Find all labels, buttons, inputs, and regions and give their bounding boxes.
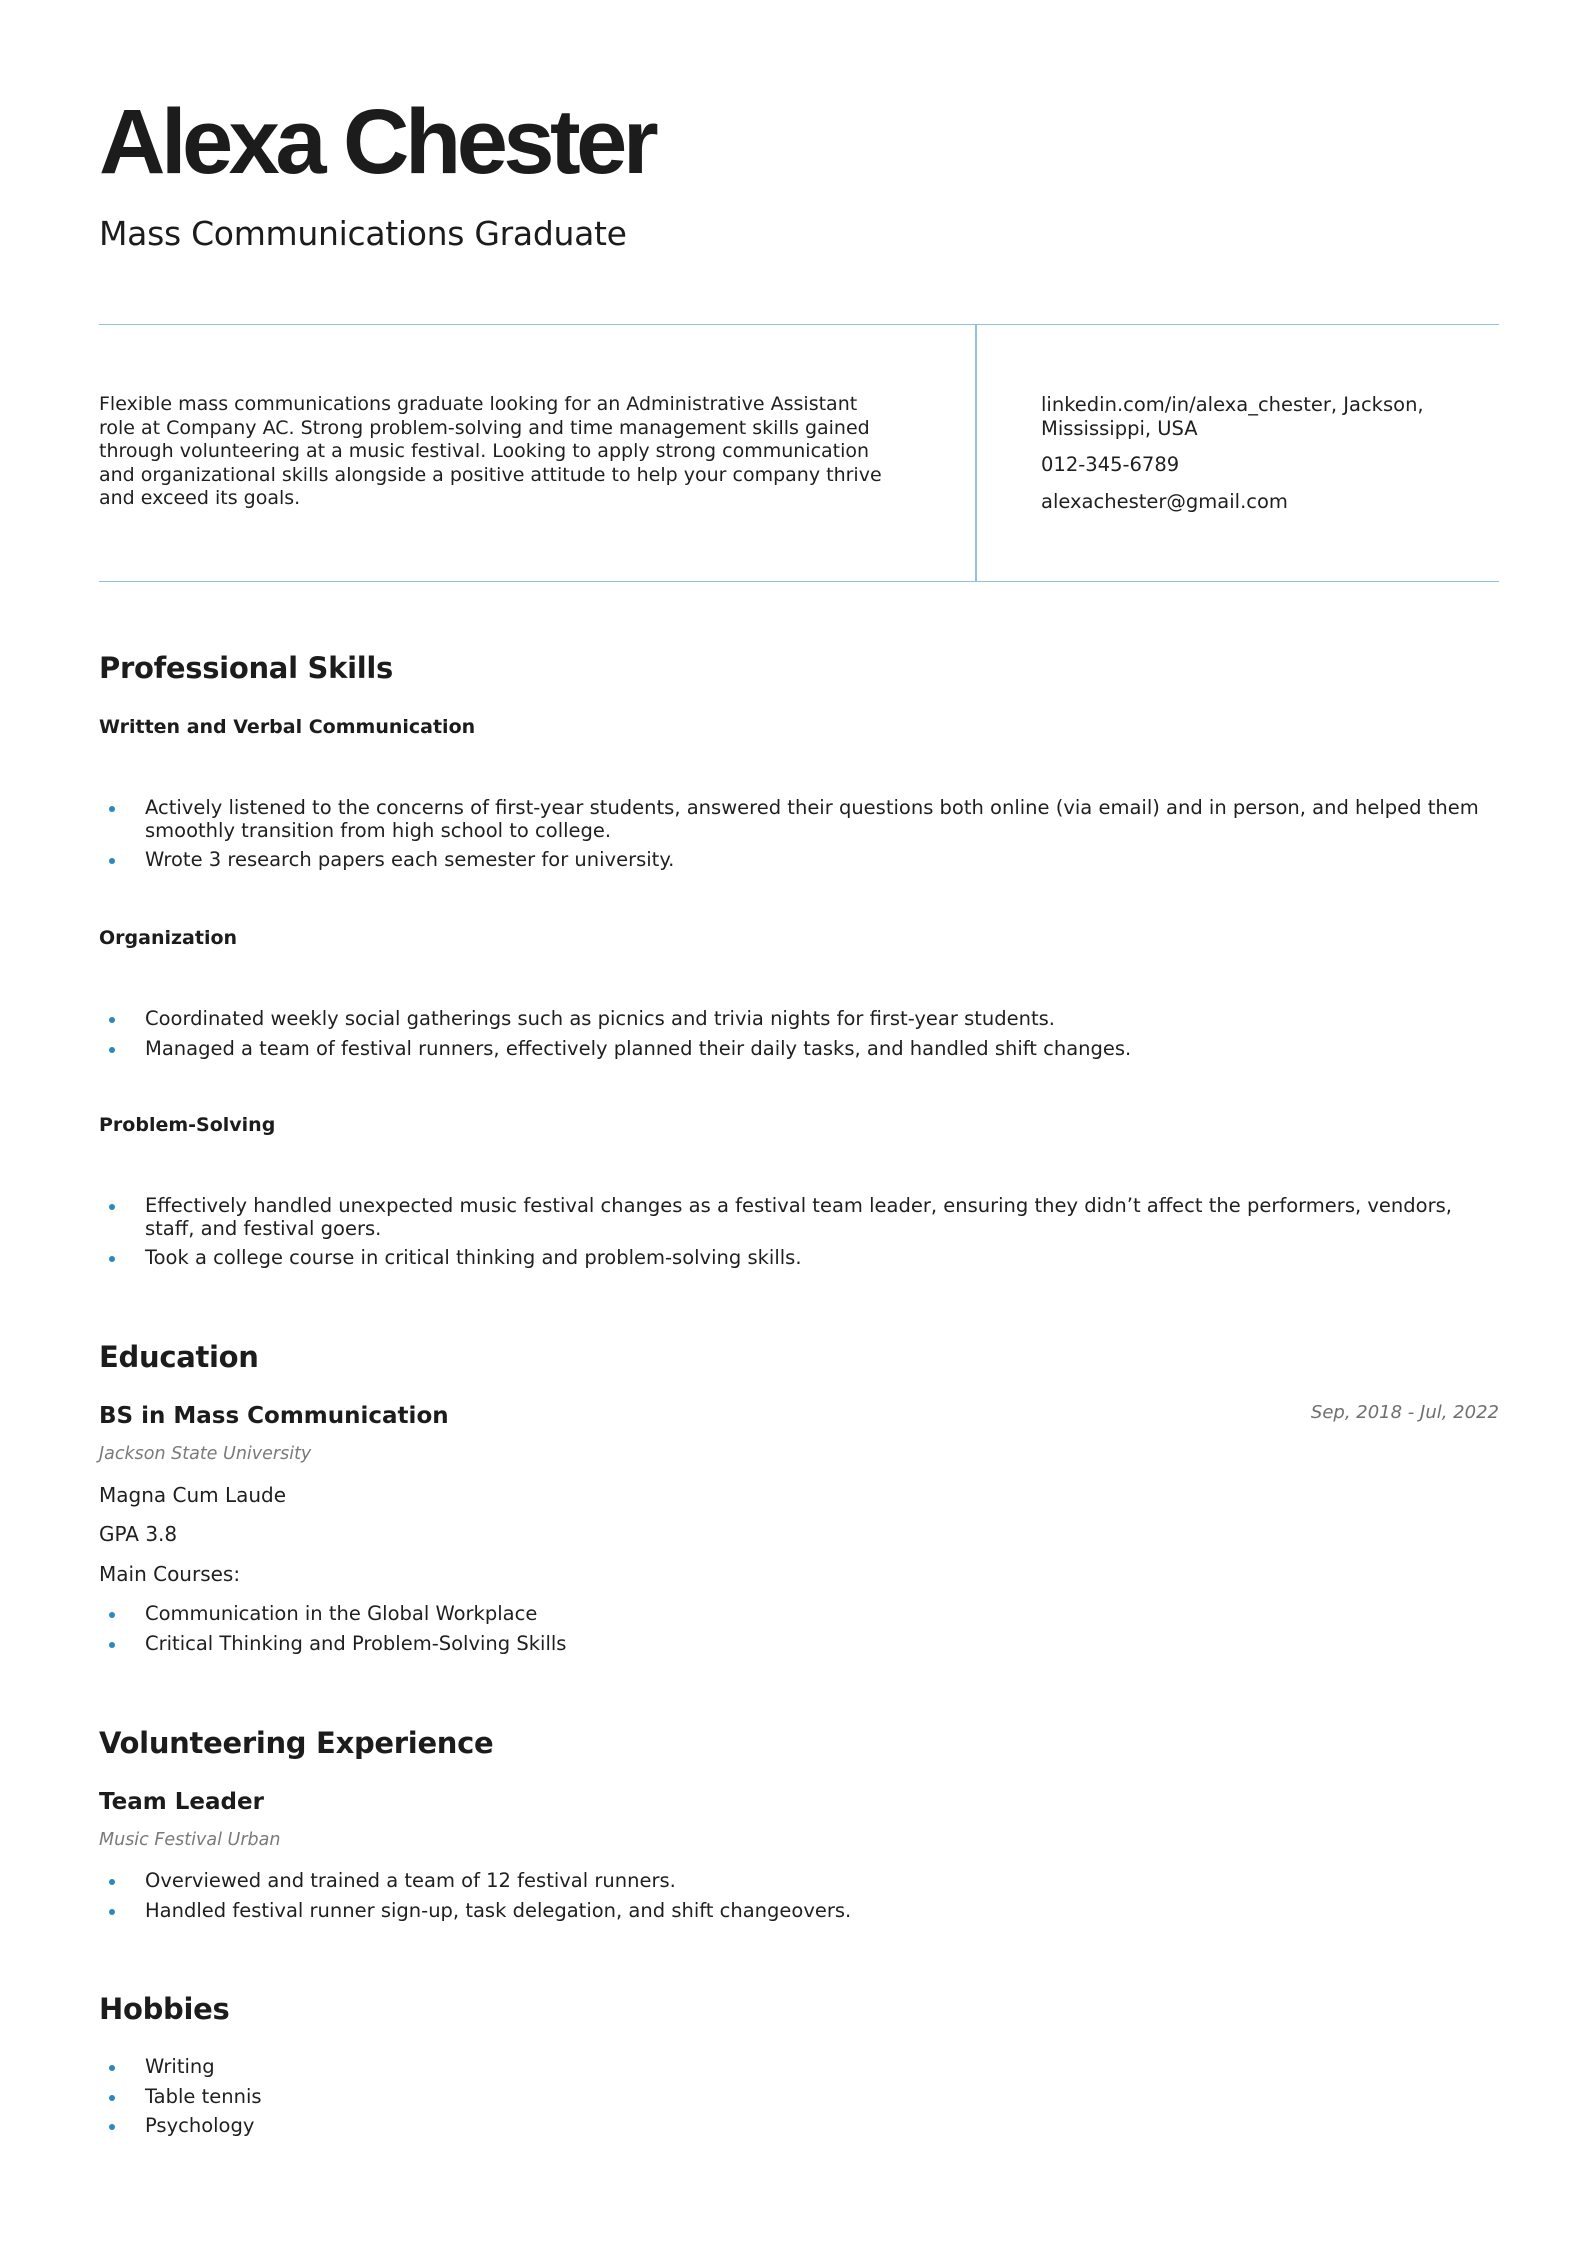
list-item: Coordinated weekly social gatherings such as picnics and trivia nights for first-year students. xyxy=(99,1008,1499,1031)
hobbies-list xyxy=(99,2056,1499,2145)
education-dates: Sep, 2018 - Jul, 2022 xyxy=(1310,1402,1499,1423)
volunteer-role: Team Leader xyxy=(99,1789,264,1815)
skill-group-title: Organization xyxy=(99,927,238,949)
gpa: GPA 3.8 xyxy=(99,1522,178,1546)
summary-contact-box xyxy=(99,324,1499,582)
candidate-name: Alexa Chester xyxy=(99,91,655,193)
list-item: Handled festival runner sign-up, task delegation, and shift changeovers. xyxy=(99,1900,1499,1923)
bullet-icon xyxy=(109,1256,115,1262)
skill-group-title: Problem-Solving xyxy=(99,1114,276,1136)
section-title-volunteering: Volunteering Experience xyxy=(99,1726,494,1760)
resume-page xyxy=(99,0,1499,2244)
bullet-icon xyxy=(109,1612,115,1618)
bullet-icon xyxy=(109,2124,115,2130)
list-item: Table tennis xyxy=(99,2086,1499,2109)
skill-group-list xyxy=(99,1195,1499,1277)
bullet-icon xyxy=(109,2065,115,2071)
degree-title: BS in Mass Communication xyxy=(99,1403,449,1429)
list-item: Psychology xyxy=(99,2115,1499,2138)
bullet-icon xyxy=(109,1909,115,1915)
list-item: Critical Thinking and Problem-Solving Skills xyxy=(99,1633,1499,1656)
bullet-icon xyxy=(109,1879,115,1885)
skill-group-title: Written and Verbal Communication xyxy=(99,716,476,738)
bullet-icon xyxy=(109,858,115,864)
honors: Magna Cum Laude xyxy=(99,1483,287,1507)
section-title-education: Education xyxy=(99,1340,259,1374)
list-item: Overviewed and trained a team of 12 festival runners. xyxy=(99,1870,1499,1893)
bullet-icon xyxy=(109,1017,115,1023)
list-item: Wrote 3 research papers each semester for university. xyxy=(99,849,1499,872)
section-title-hobbies: Hobbies xyxy=(99,1992,230,2026)
courses-label: Main Courses: xyxy=(99,1562,241,1586)
volunteer-list xyxy=(99,1870,1499,1929)
list-item: Effectively handled unexpected music festival changes as a festival team leader, ensuring they didn’t affect the performers, vendors, staff, and festival goers. xyxy=(99,1195,1499,1240)
list-item: Writing xyxy=(99,2056,1499,2079)
candidate-headline: Mass Communications Graduate xyxy=(99,214,627,253)
linkedin-link[interactable]: linkedin.com/in/alexa_chester, Jackson, Mississippi, USA xyxy=(1041,393,1424,440)
skill-group-list xyxy=(99,797,1499,879)
phone-number: 012-345-6789 xyxy=(1041,453,1180,476)
school-name: Jackson State University xyxy=(99,1444,312,1464)
bullet-icon xyxy=(109,2095,115,2101)
bullet-icon xyxy=(109,806,115,812)
email-link[interactable]: alexachester@gmail.com xyxy=(1041,489,1288,513)
list-item: Communication in the Global Workplace xyxy=(99,1603,1499,1626)
vertical-divider xyxy=(975,325,977,581)
list-item: Took a college course in critical thinking and problem-solving skills. xyxy=(99,1247,1499,1270)
bullet-icon xyxy=(109,1047,115,1053)
bullet-icon xyxy=(109,1204,115,1210)
contact-info xyxy=(1041,393,1461,526)
volunteer-org: Music Festival Urban xyxy=(99,1830,281,1850)
section-title-skills: Professional Skills xyxy=(99,651,393,685)
list-item: Actively listened to the concerns of first-year students, answered their questions both online (via email) and in person, and helped them smoothly transition from high school to college. xyxy=(99,797,1499,842)
courses-list xyxy=(99,1603,1499,1662)
skill-group-list xyxy=(99,1008,1499,1067)
list-item: Managed a team of festival runners, effectively planned their daily tasks, and handled shift changes. xyxy=(99,1038,1499,1061)
bullet-icon xyxy=(109,1642,115,1648)
profile-summary: Flexible mass communications graduate looking for an Administrative Assistant role at Company AC. Strong problem-solving and time management skills gained through volunteering at a music festival. Looking to apply strong communication and organizational skills alongside a positive attitude to help your company thrive and exceed its goals. xyxy=(99,393,882,509)
